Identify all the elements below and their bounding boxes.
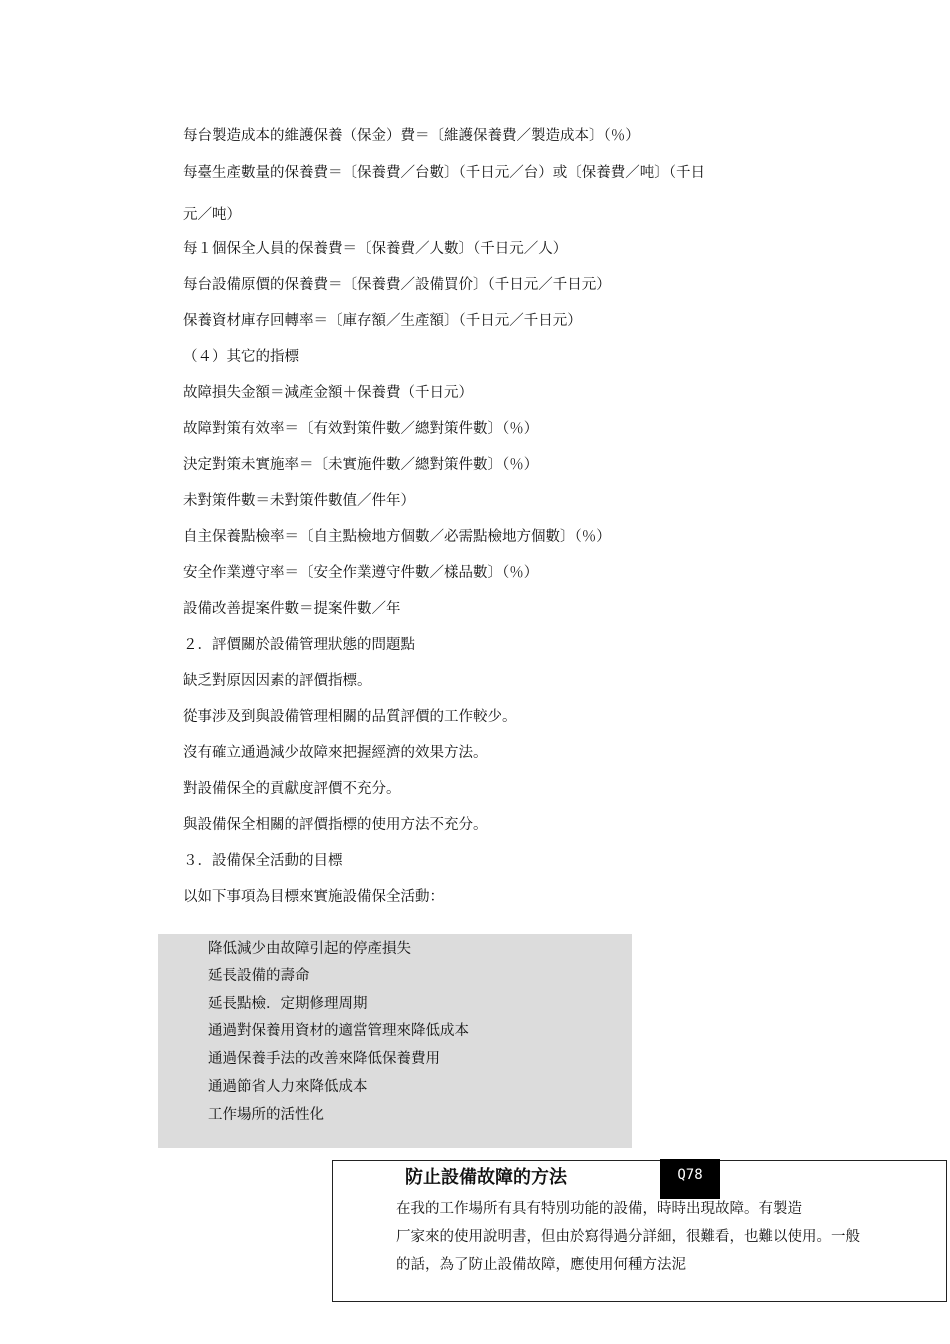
formula-unaddressed-count: 未對策件數＝未對策件數值／件年）	[183, 493, 415, 509]
question-text-line: 的話，為了防止設備故障，應使用何種方法泥	[396, 1257, 686, 1273]
formula-cost-per-equipment-price: 每台設備原價的保養費＝〔保養費／設備買价〕（千日元／千日元）	[183, 277, 611, 293]
section-heading-goals: ３．設備保全活動的目標	[183, 853, 343, 869]
problem-item: 與設備保全相關的評價指標的使用方法不充分。	[183, 817, 488, 833]
formula-safety-compliance-rate: 安全作業遵守率＝〔安全作業遵守件數／樣品數〕（％）	[183, 565, 539, 581]
goal-item: 工作場所的活性化	[208, 1107, 324, 1123]
goal-item: 通過保養手法的改善來降低保養費用	[208, 1051, 440, 1067]
goal-item: 延長設備的壽命	[208, 968, 310, 984]
formula-countermeasure-effectiveness: 故障對策有效率＝〔有效對策件數／總對策件數〕（％）	[183, 421, 539, 437]
question-box	[332, 1160, 947, 1302]
formula-cost-per-production-unit-continued: 元／吨）	[183, 207, 241, 223]
problem-item: 缺乏對原因因素的評價指標。	[183, 673, 372, 689]
formula-cost-per-production-unit: 每臺生產數量的保養費＝〔保養費／台數〕（千日元／台）或〔保養費／吨〕（千日	[183, 165, 705, 181]
problem-item: 對設備保全的貢獻度評價不充分。	[183, 781, 401, 797]
question-text-line: 厂家來的使用說明書，但由於寫得過分詳細，很難看，也難以使用。一般	[396, 1229, 860, 1245]
section-heading-other-indicators: （４）其它的指標	[183, 349, 299, 365]
goals-box	[158, 934, 632, 1148]
formula-improvement-proposals: 設備改善提案件數＝提案件數／年	[183, 601, 401, 617]
formula-self-inspection-rate: 自主保養點檢率＝〔自主點檢地方個數／必需點檢地方個數〕（％）	[183, 529, 611, 545]
goal-item: 降低減少由故障引起的停產損失	[208, 941, 411, 957]
question-number-badge: Q78	[660, 1159, 720, 1199]
formula-unimplemented-rate: 決定對策未實施率＝〔未實施件數／總對策件數〕（％）	[183, 457, 539, 473]
formula-cost-per-maintenance-staff: 每１個保全人員的保養費＝〔保養費／人數〕（千日元／人）	[183, 241, 568, 257]
question-text-line: 在我的工作場所有具有特別功能的設備，時時出現故障。有製造	[396, 1201, 802, 1217]
problem-item: 從事涉及到與設備管理相關的品質評價的工作較少。	[183, 709, 517, 725]
goal-item: 延長點檢．定期修理周期	[208, 996, 368, 1012]
goals-intro: 以如下事項為目標來實施設備保全活動：	[183, 889, 444, 905]
formula-failure-loss-amount: 故障損失金額＝減產金額＋保養費（千日元）	[183, 385, 473, 401]
problem-item: 沒有確立通過減少故障來把握經濟的效果方法。	[183, 745, 488, 761]
formula-inventory-turnover: 保養資材庫存回轉率＝〔庫存額／生產額〕（千日元／千日元）	[183, 313, 582, 329]
question-title: 防止設備故障的方法	[405, 1167, 567, 1188]
section-heading-problems: ２．評價關於設備管理狀態的問題點	[183, 637, 415, 653]
goal-item: 通過對保養用資材的適當管理來降低成本	[208, 1023, 469, 1039]
goal-item: 通過節省人力來降低成本	[208, 1079, 368, 1095]
formula-maintenance-cost-per-manufacturing-cost: 每台製造成本的維護保養（保金）費＝〔維護保養費／製造成本〕（％）	[183, 128, 640, 144]
